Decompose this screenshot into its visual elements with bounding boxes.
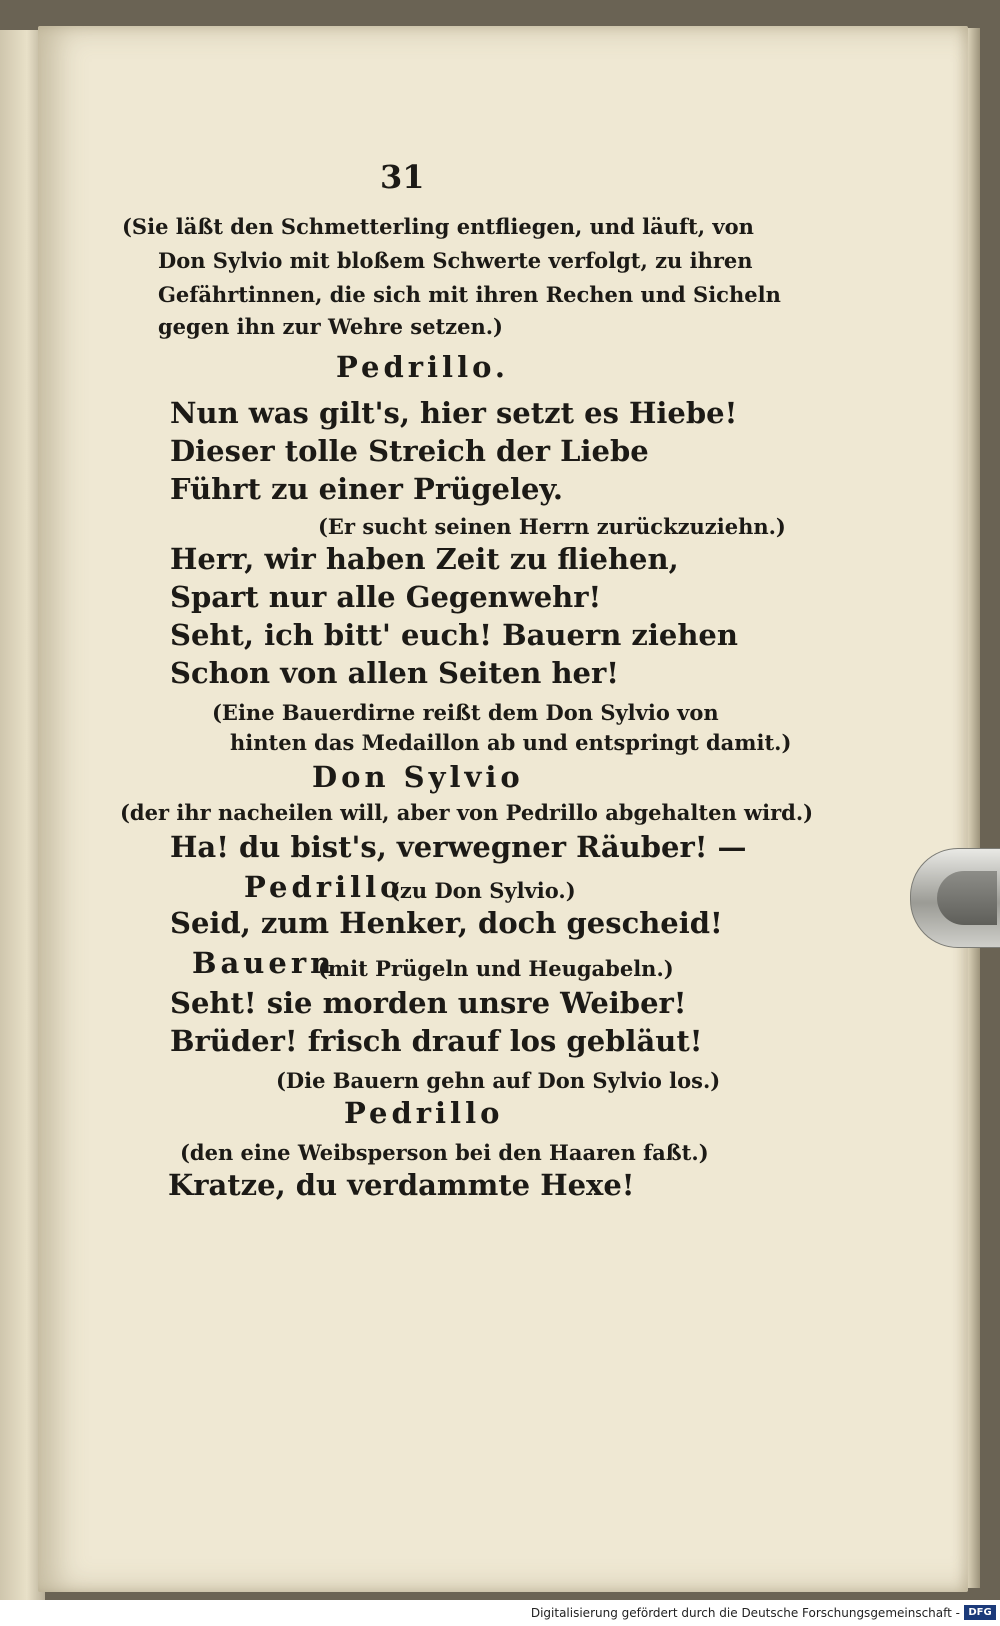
stage-direction-line: (Eine Bauerdirne reißt dem Don Sylvio von	[212, 700, 719, 725]
digitization-credit: Digitalisierung gefördert durch die Deutsche Forschungsgemeinschaft -	[530, 1606, 960, 1620]
stage-direction-line: (Die Bauern gehn auf Don Sylvio los.)	[276, 1068, 721, 1093]
verse-line: Brüder! frisch drauf los gebläut!	[170, 1024, 703, 1058]
stage-direction-line: gegen ihn zur Wehre setzen.)	[158, 314, 503, 339]
verse-line: Ha! du bist's, verwegner Räuber! —	[170, 830, 747, 864]
stage-direction-line: Gefährtinnen, die sich mit ihren Rechen und Sicheln	[158, 282, 781, 307]
speaker-pedrillo: Pedrillo	[344, 1096, 504, 1130]
stage-direction-line: hinten das Medaillon ab und entspringt damit.)	[230, 730, 792, 755]
stage-direction-line: (Sie läßt den Schmetterling entfliegen, und läuft, von	[122, 214, 754, 239]
verse-line: Führt zu einer Prügeley.	[170, 472, 564, 506]
speaker-bauern: Bauern	[192, 946, 336, 980]
dfg-logo: DFG	[964, 1605, 996, 1620]
stage-direction-line: (Er sucht seinen Herrn zurückzuziehn.)	[318, 514, 786, 539]
verse-line: Kratze, du verdammte Hexe!	[168, 1168, 635, 1202]
verse-line: Spart nur alle Gegenwehr!	[170, 580, 602, 614]
stage-direction-line: Don Sylvio mit bloßem Schwerte verfolgt, zu ihren	[158, 248, 753, 273]
page-number: 31	[380, 158, 425, 196]
speaker-don-sylvio: Don Sylvio	[312, 760, 524, 794]
page-clip-inner	[937, 871, 997, 925]
speaker-note: (mit Prügeln und Heugabeln.)	[318, 956, 674, 981]
page-stack-edge	[968, 28, 980, 1588]
speaker-pedrillo: Pedrillo	[244, 870, 404, 904]
verse-line: Dieser tolle Streich der Liebe	[170, 434, 649, 468]
speaker-note: (zu Don Sylvio.)	[390, 878, 576, 903]
verse-line: Nun was gilt's, hier setzt es Hiebe!	[170, 396, 738, 430]
speaker-pedrillo: Pedrillo.	[336, 350, 510, 384]
verse-line: Herr, wir haben Zeit zu fliehen,	[170, 542, 679, 576]
verse-line: Seid, zum Henker, doch gescheid!	[170, 906, 723, 940]
stage-direction-line: (den eine Weibsperson bei den Haaren faßt.)	[180, 1140, 709, 1165]
verse-line: Seht, ich bitt' euch! Bauern ziehen	[170, 618, 738, 652]
page-clip	[910, 848, 1000, 948]
verse-line: Schon von allen Seiten her!	[170, 656, 620, 690]
verse-line: Seht! sie morden unsre Weiber!	[170, 986, 687, 1020]
stage-direction-line: (der ihr nacheilen will, aber von Pedrillo abgehalten wird.)	[120, 800, 814, 825]
footer-bar	[0, 1600, 1000, 1626]
